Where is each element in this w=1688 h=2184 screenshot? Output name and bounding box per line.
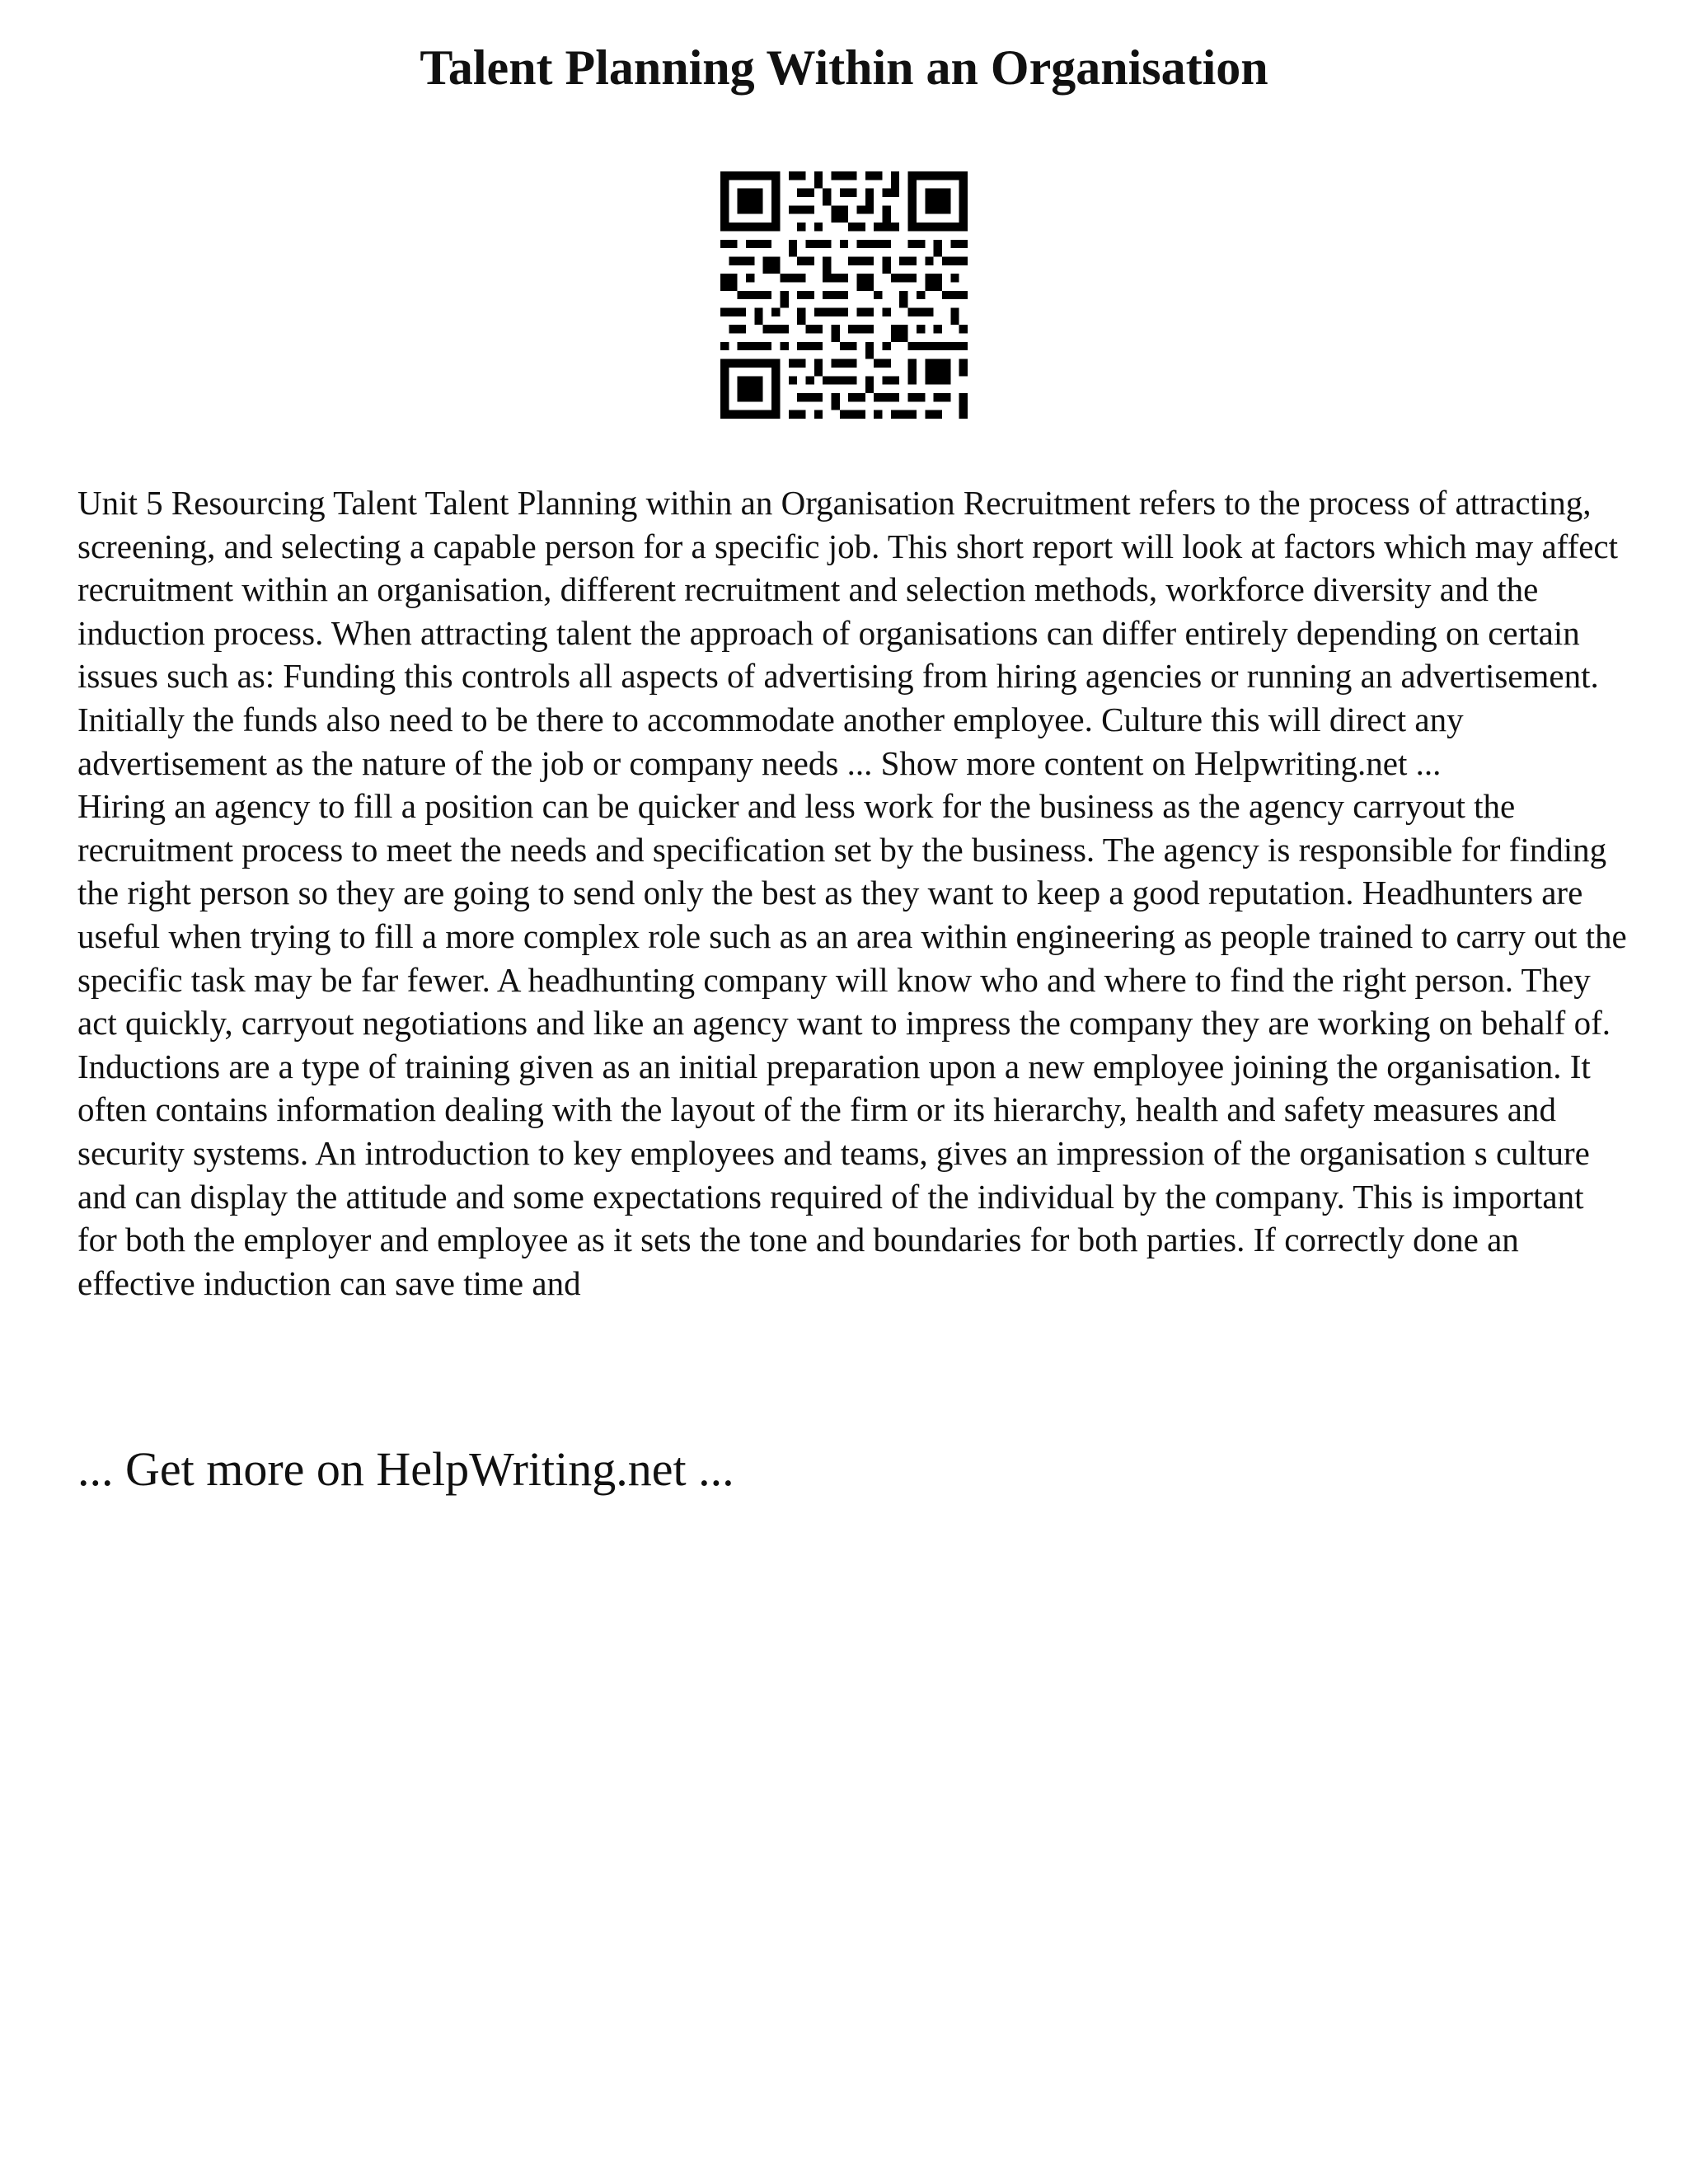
qr-code-icon — [720, 171, 968, 419]
page-title: Talent Planning Within an Organisation — [420, 40, 1268, 95]
get-more-link[interactable]: ... Get more on HelpWriting.net ... — [77, 1442, 734, 1496]
paragraph: Unit 5 Resourcing Talent Talent Planning within an Organisation Recruitment refers to the process of attracting, screening, and selecting a capable person for a specific job. This short report will look at factors which may affect recruitment within an organisation, different recruitment and selection methods, workforce diversity and the induction process. When attracting talent the approach of organisations can differ entirely depending on certain issues such as: Funding this controls all aspects of advertising from hiring agencies or running an advertisement. Initially the funds also need to be there to accommodate another employee. Culture this will direct any advertisement as the nature of the job or company needs ... Show more content on Helpwriting.net ... — [77, 484, 1619, 782]
article-body — [77, 481, 1627, 1305]
paragraph: Hiring an agency to fill a position can be quicker and less work for the business as the agency carryout the recruitment process to meet the needs and specification set by the business. The agency is responsible for finding the right person so they are going to send only the best as they want to keep a good reputation. Headhunters are useful when trying to fill a more complex role such as an area within engineering as people trained to carry out the specific task may be far fewer. A headhunting company will know who and where to find the right person. They act quickly, carryout negotiations and like an agency want to impress the company they are working on behalf of. Inductions are a type of training given as an initial preparation upon a new employee joining the organisation. It often contains information dealing with the layout of the firm or its hierarchy, health and safety measures and security systems. An introduction to key employees and teams, gives an impression of the organisation s culture and can display the attitude and some expectations required of the individual by the company. This is important for both the employer and employee as it sets the tone and boundaries for both parties. If correctly done an effective induction can save time and — [77, 787, 1627, 1302]
